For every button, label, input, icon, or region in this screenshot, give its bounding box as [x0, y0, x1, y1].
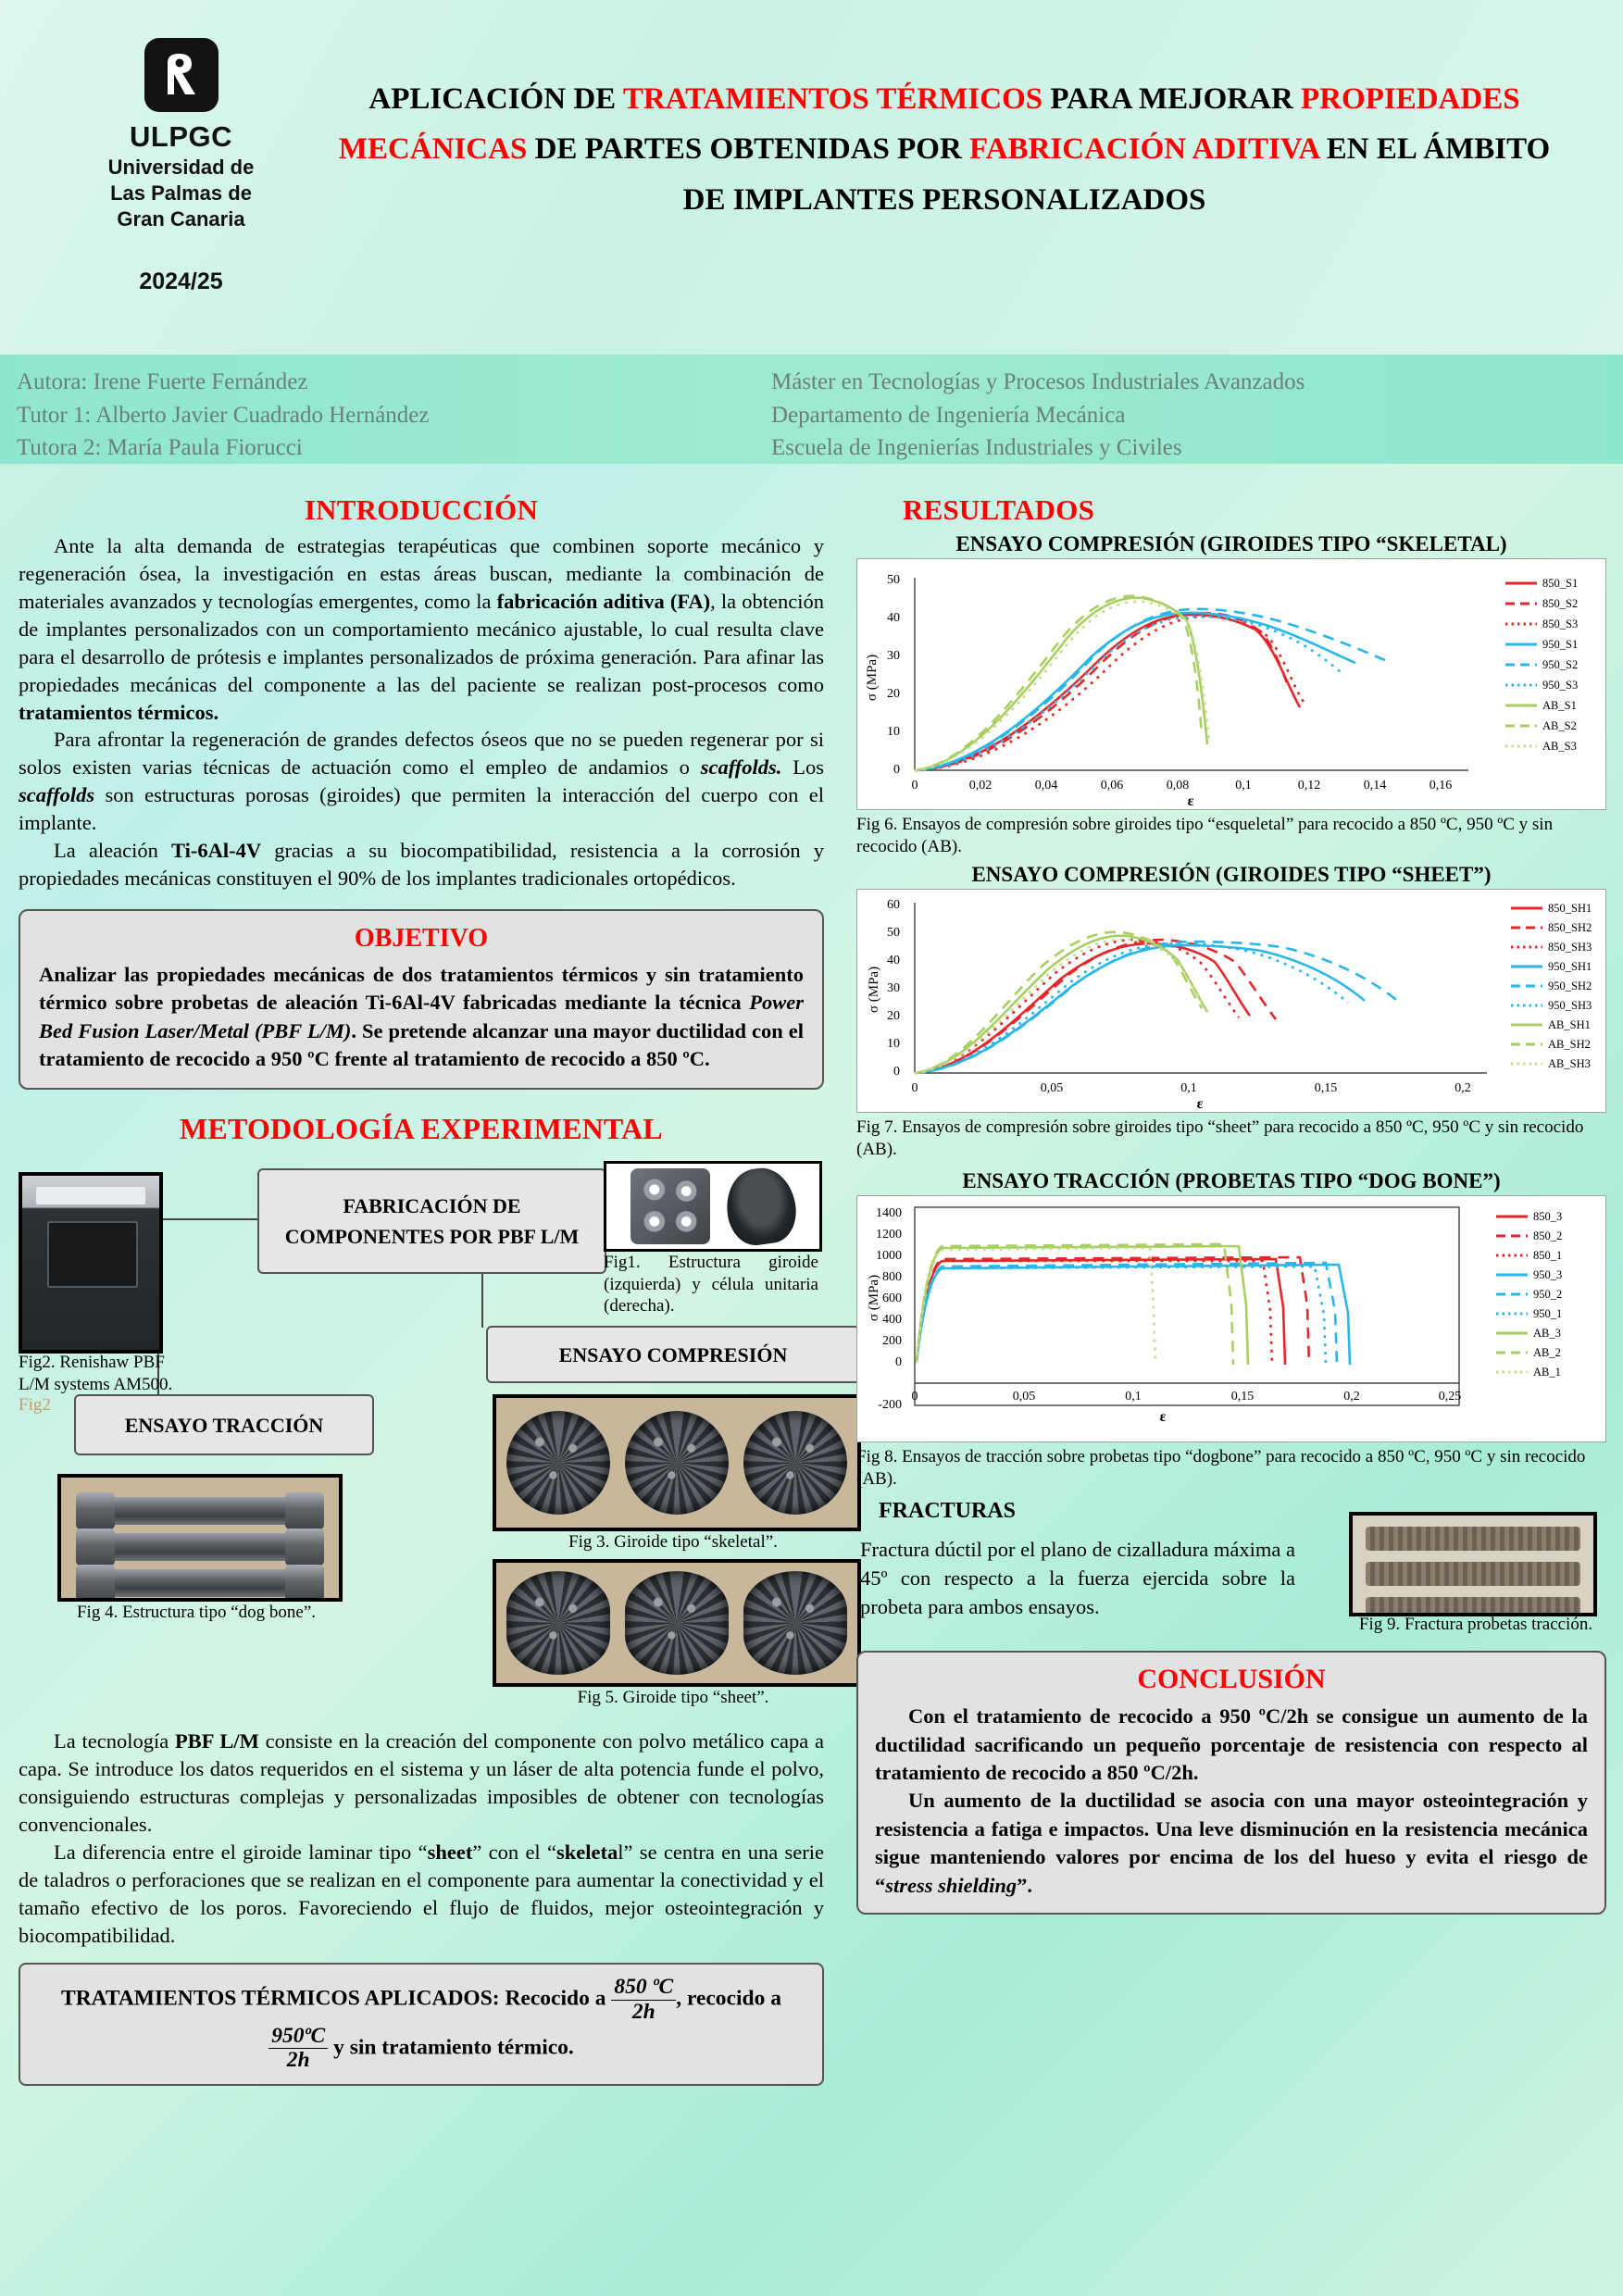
svg-text:0,2: 0,2 [1454, 1081, 1471, 1096]
svg-text:0: 0 [911, 779, 918, 792]
svg-text:σ (MPa): σ (MPa) [865, 654, 880, 702]
intro-paragraph-2: Para afrontar la regeneración de grandes defectos óseos que no se pueden regenerar por si solos existen varias técnicas de actuación como el empleo de andamios o scaffolds. Los scaffolds son estructuras porosas (giroides) que permiten la interacción del cuerpo con el implante. [19, 728, 824, 835]
left-column [19, 493, 824, 2086]
skeletal-sample [743, 1411, 847, 1515]
photo-sheet-gyroid [493, 1559, 861, 1687]
svg-text:0: 0 [893, 1065, 900, 1079]
svg-text:0,16: 0,16 [1429, 779, 1453, 792]
svg-text:950_SH2: 950_SH2 [1548, 980, 1592, 993]
box-ensayo-traccion-label: ENSAYO TRACCIÓN [124, 1413, 324, 1437]
svg-text:0: 0 [911, 1390, 918, 1404]
caption-fig5: Fig 5. Giroide tipo “sheet”. [577, 1688, 769, 1708]
svg-text:AB_S2: AB_S2 [1542, 719, 1577, 732]
svg-text:50: 50 [887, 926, 900, 941]
dogbone-sample [76, 1497, 324, 1525]
tutor-2: Tutora 2: María Paula Fiorucci [17, 435, 303, 460]
academic-year: 2024/25 [139, 268, 223, 294]
svg-text:850_1: 850_1 [1533, 1249, 1563, 1263]
svg-text:0,1: 0,1 [1125, 1390, 1142, 1404]
objective-heading: OBJETIVO [354, 923, 489, 953]
logo-sub-line2: Las Palmas de [110, 181, 252, 205]
sheet-sample [625, 1571, 729, 1675]
svg-text:0: 0 [911, 1081, 918, 1096]
box-ensayo-compresion [486, 1326, 860, 1383]
authors-right [771, 366, 1305, 465]
fracture-sample [1366, 1562, 1580, 1586]
skeletal-sample [506, 1411, 610, 1515]
tutor-1: Tutor 1: Alberto Javier Cuadrado Hernández [17, 402, 430, 428]
svg-text:950_S3: 950_S3 [1542, 679, 1579, 692]
box-fabricacion [257, 1168, 606, 1274]
metodologia-paragraph-2: La diferencia entre el giroide laminar tipo “sheet” con el “skeletal” se centra en una serie de taladros o perforaciones que se realizan en el componente para aumentar la conectividad y el tamaño efectivo de los poros. Favoreciendo el flujo de fluidos, mejor osteointegración y biocompatibilidad. [19, 1841, 824, 1947]
svg-text:850_3: 850_3 [1533, 1210, 1563, 1224]
caption-fig4: Fig 4. Estructura tipo “dog bone”. [76, 1603, 317, 1623]
photo-printer [19, 1172, 163, 1354]
svg-text:950_3: 950_3 [1533, 1268, 1563, 1282]
fracturas-heading: FRACTURAS [879, 1499, 1017, 1524]
fracturas-block [856, 1499, 1606, 1638]
caption-fig8: Fig 8. Ensayos de tracción sobre probetas tipo “dogbone” para recocido a 850 ºC, 950 ºC y sin recocido (AB). [856, 1447, 1586, 1489]
caption-fig1: Fig1. Estructura giroide (izquierda) y célula unitaria (derecha). [604, 1253, 818, 1316]
svg-text:10: 10 [887, 1037, 900, 1052]
conclusion-paragraph-2: Un aumento de la ductilidad se asocia con una mayor osteointegración y resistencia a fatiga e impactos. Una leve disminución en la resistencia mecánica sigue manteniendo valores por encima de los del hueso y evita el riesgo de “stress shielding”. [875, 1789, 1588, 1897]
svg-text:0,04: 0,04 [1034, 779, 1058, 792]
svg-text:σ (MPa): σ (MPa) [867, 1275, 881, 1322]
svg-text:AB_S3: AB_S3 [1542, 740, 1577, 753]
programme: Máster en Tecnologías y Procesos Industriales Avanzados [771, 369, 1305, 394]
heat-treatments-box [19, 1963, 824, 2086]
connector-line [157, 1218, 259, 1220]
svg-text:ε: ε [1159, 1409, 1167, 1426]
school: Escuela de Ingenierías Industriales y Civiles [771, 435, 1182, 460]
objective-box [19, 909, 824, 1091]
svg-text:-200: -200 [878, 1398, 902, 1413]
chart-fig7 [856, 889, 1606, 1113]
svg-text:0,05: 0,05 [1012, 1390, 1036, 1404]
svg-text:850_S3: 850_S3 [1542, 618, 1579, 630]
chart-fig7-svg [857, 890, 1607, 1112]
caption-fig2-extra: Fig2 [19, 1395, 51, 1416]
logo-sub-line1: Universidad de [107, 156, 255, 179]
svg-text:0,14: 0,14 [1363, 779, 1387, 792]
svg-text:850_SH3: 850_SH3 [1548, 941, 1592, 955]
svg-text:20: 20 [887, 1009, 900, 1024]
svg-text:1200: 1200 [876, 1228, 902, 1242]
authors-bar [0, 355, 1623, 464]
chart-title-fig6: ENSAYO COMPRESIÓN (GIROIDES TIPO “SKELETAL) [955, 532, 1507, 555]
svg-text:950_1: 950_1 [1533, 1307, 1563, 1321]
sheet-sample [743, 1571, 847, 1675]
svg-text:1400: 1400 [876, 1206, 902, 1221]
dogbone-sample [76, 1533, 324, 1561]
svg-text:950_S2: 950_S2 [1542, 658, 1579, 671]
svg-text:850_2: 850_2 [1533, 1229, 1563, 1243]
university-logo-block [54, 35, 308, 295]
poster-title: APLICACIÓN DE TRATAMIENTOS TÉRMICOS PARA MEJORAR PROPIEDADES MECÁNICAS DE PARTES OBTENIDAS POR FABRICACIÓN ADITIVA EN EL ÁMBITO DE IMPLANTES PERSONALIZADOS [338, 82, 1551, 217]
svg-text:850_S1: 850_S1 [1542, 577, 1579, 590]
logo-ulpgc-text: ULPGC [130, 120, 232, 153]
svg-text:10: 10 [887, 725, 900, 739]
intro-paragraph-1: Ante la alta demanda de estrategias terapéuticas que combinen soporte mecánico y regeneración ósea, la investigación en estas áreas buscan, mediante la combinación de materiales avanzados y tecnologías emergentes, como la fabricación aditiva (FA), la obtención de implantes personalizados con un comportamiento mecánico ajustable, lo cual resulta clave para el desarrollo de prótesis e implantes personalizados de próxima generación. Para afinar las propiedades mecánicas del componente a las del paciente se realizan post-procesos como tratamientos térmicos. [19, 534, 824, 724]
svg-text:400: 400 [882, 1313, 902, 1328]
svg-text:σ (MPa): σ (MPa) [867, 967, 881, 1014]
fracturas-text: Fractura dúctil por el plano de cizalladura máxima a 45º con respecto a la fuerza ejercida sobre la probeta para ambos ensayos. [860, 1538, 1295, 1619]
svg-text:AB_3: AB_3 [1533, 1327, 1561, 1341]
svg-text:ε: ε [1187, 793, 1194, 809]
heat-treatments-end: y sin tratamiento térmico. [333, 2035, 574, 2060]
svg-text:0,25: 0,25 [1438, 1390, 1462, 1404]
section-heading-metodologia: METODOLOGÍA EXPERIMENTAL [180, 1112, 663, 1146]
department: Departamento de Ingeniería Mecánica [771, 402, 1126, 428]
photo-skeletal-gyroid [493, 1394, 861, 1531]
section-heading-introduccion: INTRODUCCIÓN [304, 493, 539, 526]
caption-fig3: Fig 3. Giroide tipo “skeletal”. [568, 1532, 778, 1553]
svg-text:850_SH2: 850_SH2 [1548, 921, 1592, 935]
section-heading-resultados: RESULTADOS [903, 493, 1095, 526]
svg-text:0,15: 0,15 [1314, 1081, 1338, 1096]
svg-text:AB_SH1: AB_SH1 [1548, 1018, 1591, 1032]
svg-text:950_2: 950_2 [1533, 1288, 1563, 1302]
svg-text:20: 20 [887, 687, 900, 701]
right-column [856, 493, 1606, 1915]
conclusion-box [856, 1651, 1606, 1915]
unit-cell-icon [722, 1165, 801, 1250]
svg-text:AB_SH3: AB_SH3 [1548, 1057, 1591, 1071]
svg-text:40: 40 [887, 954, 900, 968]
svg-text:0: 0 [893, 763, 900, 777]
caption-fig2: Fig2. Renishaw PBF L/M systems AM500. [19, 1353, 173, 1394]
heat-treatment-value-2: $\frac{\text{950ºC}}{2h}$ [268, 2025, 328, 2074]
svg-text:600: 600 [882, 1292, 902, 1306]
svg-text:950_SH1: 950_SH1 [1548, 960, 1592, 974]
svg-text:800: 800 [882, 1270, 902, 1285]
ulpgc-logo-icon [142, 35, 221, 115]
svg-text:60: 60 [887, 898, 900, 913]
chart-fig8 [856, 1195, 1606, 1442]
chart-title-fig8: ENSAYO TRACCIÓN (PROBETAS TIPO “DOG BONE”) [962, 1169, 1501, 1193]
svg-text:950_S1: 950_S1 [1542, 638, 1579, 651]
metodologia-paragraph-1: La tecnología PBF L/M consiste en la creación del componente con polvo metálico capa a capa. Se introduce los datos requeridos en el sistema y un láser de alta potencia funde el polvo, consiguiendo estructuras complejas y personalizadas imposibles de obtener con tecnologías convencionales. [19, 1729, 824, 1837]
svg-text:40: 40 [887, 611, 900, 625]
svg-text:30: 30 [887, 649, 900, 663]
gyroid-lattice-icon [630, 1168, 710, 1244]
box-fabricacion-label: FABRICACIÓN DE COMPONENTES POR PBF L/M [284, 1194, 580, 1249]
methodology-diagram [19, 1152, 824, 1800]
author-name: Autora: Irene Fuerte Fernández [17, 369, 308, 394]
svg-text:850_S2: 850_S2 [1542, 597, 1579, 610]
fracture-sample [1366, 1527, 1580, 1551]
svg-text:1000: 1000 [876, 1249, 902, 1264]
svg-text:0,15: 0,15 [1230, 1390, 1255, 1404]
poster-header [0, 0, 1623, 355]
chart-title-fig7: ENSAYO COMPRESIÓN (GIROIDES TIPO “SHEET”) [971, 863, 1492, 887]
svg-text:0,12: 0,12 [1297, 779, 1321, 792]
svg-text:AB_1: AB_1 [1533, 1366, 1561, 1379]
photo-dogbone [57, 1474, 343, 1602]
chart-fig6-svg [857, 559, 1607, 809]
caption-fig9: Fig 9. Fractura probetas tracción. [1358, 1615, 1593, 1635]
dogbone-sample [76, 1569, 324, 1597]
conclusion-heading: CONCLUSIÓN [1137, 1664, 1326, 1695]
caption-fig6: Fig 6. Ensayos de compresión sobre giroides tipo “esqueletal” para recocido a 850 ºC, 950 ºC y sin recocido (AB). [856, 815, 1554, 856]
authors-left [17, 366, 430, 465]
svg-text:0,1: 0,1 [1235, 779, 1252, 792]
svg-text:0,05: 0,05 [1040, 1081, 1064, 1096]
box-ensayo-traccion [74, 1394, 374, 1455]
chart-fig8-svg [857, 1196, 1607, 1441]
heat-treatment-value-1: $\frac{\text{850 ºC}}{2h}$ [611, 1976, 676, 2025]
objective-text: Analizar las propiedades mecánicas de dos tratamientos térmicos y sin tratamiento térmico sobre probetas de aleación Ti-6Al-4V fabricadas mediante la técnica Power Bed Fusion Laser/Metal (PBF L/M). Se pretende alcanzar una mayor ductilidad con el tratamiento de recocido a 950 ºC frente al tratamiento de recocido a 850 ºC. [39, 962, 804, 1071]
svg-text:200: 200 [882, 1334, 902, 1349]
sheet-sample [506, 1571, 610, 1675]
svg-text:850_SH1: 850_SH1 [1548, 902, 1592, 916]
svg-text:AB_S1: AB_S1 [1542, 699, 1577, 712]
logo-sub-line3: Gran Canaria [117, 206, 245, 231]
svg-text:0: 0 [895, 1355, 902, 1370]
svg-text:0,08: 0,08 [1166, 779, 1190, 792]
heat-treatments-line1: TRATAMIENTOS TÉRMICOS APLICADOS: Recocido a [61, 1986, 606, 2011]
skeletal-sample [625, 1411, 729, 1515]
svg-text:0,02: 0,02 [968, 779, 993, 792]
connector-line [481, 1274, 483, 1328]
conclusion-paragraph-1: Con el tratamiento de recocido a 950 ºC/2h se consigue un aumento de la ductilidad sacrificando un pequeño porcentaje de resistencia con respecto al tratamiento de recocido a 850 ºC/2h. [875, 1704, 1588, 1785]
box-ensayo-compresion-label: ENSAYO COMPRESIÓN [558, 1342, 788, 1366]
svg-text:AB_SH2: AB_SH2 [1548, 1038, 1591, 1052]
svg-text:0,06: 0,06 [1100, 779, 1124, 792]
intro-paragraph-3: La aleación Ti-6Al-4V gracias a su biocompatibilidad, resistencia a la corrosión y propiedades mecánicas constituyen el 90% de los implantes tradicionales ortopédicos. [19, 839, 824, 891]
chart-fig6 [856, 558, 1606, 810]
photo-fracture-samples [1349, 1512, 1597, 1616]
caption-fig7: Fig 7. Ensayos de compresión sobre giroides tipo “sheet” para recocido a 850 ºC, 950 ºC y sin recocido (AB). [856, 1117, 1584, 1159]
photo-gyroid-structure [604, 1161, 822, 1252]
svg-text:50: 50 [887, 573, 900, 587]
svg-text:0,2: 0,2 [1343, 1390, 1360, 1404]
heat-treatments-mid: , recocido a [676, 1986, 781, 2011]
svg-text:30: 30 [887, 981, 900, 996]
svg-text:950_SH3: 950_SH3 [1548, 999, 1592, 1013]
svg-text:0,1: 0,1 [1180, 1081, 1197, 1096]
svg-text:AB_2: AB_2 [1533, 1346, 1561, 1360]
svg-text:ε: ε [1196, 1096, 1204, 1113]
